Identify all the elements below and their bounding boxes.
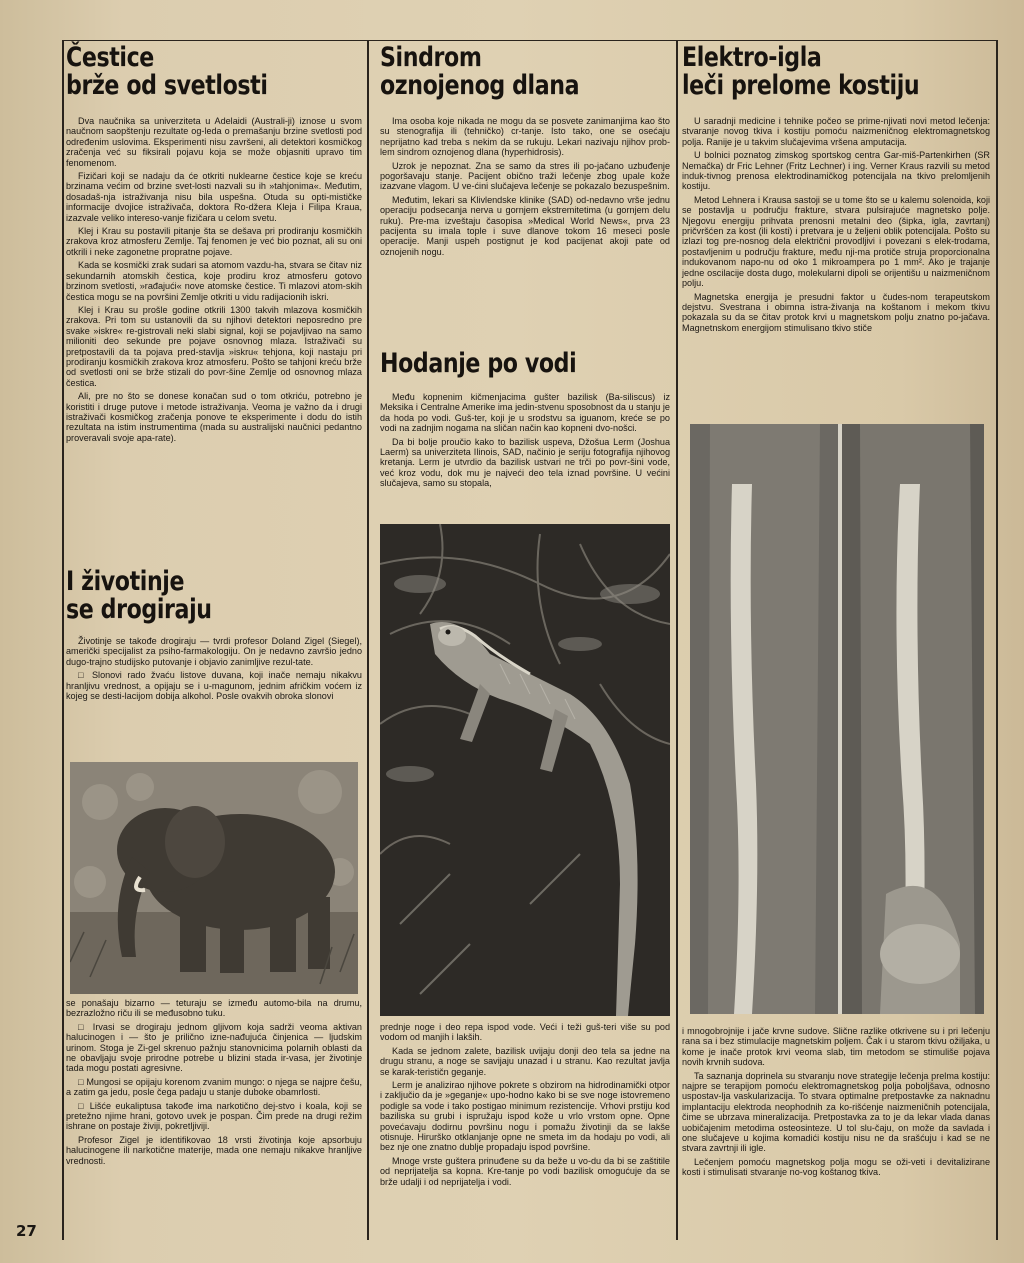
bullet-paragraph: □ Lišće eukaliptusa takođe ima narkotično dej-stvo i koala, koji se pretežno njime hrani, gotovo uvek je pospan. Čim prede na drugi režim ishrane on postaje živiji, pokretljiviji. (66, 1101, 362, 1132)
paragraph: U bolnici poznatog zimskog sportskog centra Gar-miš-Partenkirhen (SR Nemačka) dr Fric Lehner (Fritz Lechner) i ing. Verner Kraus razvili su metod induk-tivnog prenosa elektrodinamičkog potencijala na tkivo prelomljenih kostiju. (682, 150, 990, 192)
article-title: se drogiraju (66, 594, 212, 625)
paragraph: Ima osoba koje nikada ne mogu da se posvete zanimanjima kao što su stenografija ili (tehničko) cr-tanje. Isto tako, one se osećaju neprijatno kad treba s nekim da se rukuju. Lekari nazivaju njihov prob-lem sindrom oznojenog dlana (hyperhidrosis). (380, 116, 670, 158)
article-title: Čestice (66, 42, 154, 73)
top-rule (62, 40, 998, 41)
paragraph: Klej i Krau su postavili pitanje šta se dešava pri prodiranju kosmičkih zrakova kroz atmosferu Zemlje. Taj fenomen je već bio poznat, ali su oni otkrili i neke zagonetne propratne pojave. (66, 226, 362, 257)
bullet-paragraph: □ Mungosi se opijaju korenom zvanim mungo: o njega se najpre češu, a zatim ga jedu, posle čega padaju u stanje duboke obamrlosti. (66, 1077, 362, 1098)
paragraph: U saradnji medicine i tehnike počeo se prime-njivati novi metod lečenja: stvaranje novog tkiva i kostiju pomoću naizmeničnog elektromagnetskog polja. Ranije je u takvim slučajevima vršena amputacija. (682, 116, 990, 147)
paragraph: prednje noge i deo repa ispod vode. Veći i teži guš-teri više su pod vodom od manjih i lakših. (380, 1022, 670, 1043)
paragraph: Dva naučnika sa univerziteta u Adelaidi (Australi-ji) iznose u svom naučnom saopštenju rezultate og-leda o premašanju brzine svetlosti pod određenim uslovima. Eksperimenti nisu završeni, ali detektori kosmičkog zračenja već su fiksirali pojavu koja se može objasniti upravo tim fenomenom. (66, 116, 362, 168)
article-animals (66, 568, 362, 704)
paragraph: Fizičari koji se nadaju da će otkriti nuklearne čestice koje se kreću brzinama većim od brzine svet-losti nazvali su ih »tahjonima«. Međutim, dosadaš-nja istraživanja nisu bila uspešna. Otuda su opti-mističke informacije dvojice istraživača, doktora Ro-džera Kleja i Filipa Kraua, izazvale veliko intereso-vanje fizičara u celom svetu. (66, 171, 362, 223)
article-title: oznojenog dlana (380, 70, 580, 101)
article-electro-continued (682, 1026, 990, 1181)
paragraph: Lerm je analizirao njihove pokrete s obzirom na hidrodinamički otpor i zaključio da je »geganje« upo-hodno kako bi se sve noge istovremeno podigle sa vode i tako postigao minimum rezistencije. Vrhovi prstiju kod baziliska su grubi i ispružaju ispod kože u vrlo vrstom opne. Opne povećavaju dodirnu površinu nogu i pomažu životinji da se lakše otisnuje. Hirurško otklanjanje opne ne smeta im da hodaju po vodi, ali bez nje one znatno dublje propadaju ispod površine. (380, 1080, 670, 1153)
paragraph: Kada se kosmički zrak sudari sa atomom vazdu-ha, stvara se čitav niz sekundarnih atomskih čestica, koje prodiru kroz atmosferu gotovo brzinom svetlosti, »rađajući« nove atomske čestice. Ti mlazovi atom-skih čestica mogu se na površini Zemlje otkriti u vidu radijacionih iskri. (66, 260, 362, 302)
right-column-rule (996, 40, 998, 1240)
article-walking (380, 350, 670, 492)
bullet-paragraph: □ Slonovi rado žvaću listove duvana, koji inače nemaju nikakvu hranljivu vrednost, a opijaju se i u-magunom, jednim afričkim voćem iz kojeg se desti-lacijom dobija alkohol. Posle ovakvih obroka slonovi (66, 670, 362, 701)
left-column-rule (62, 40, 64, 1240)
paragraph: Međutim, lekari sa Klivlendske klinike (SAD) od-nedavno vrše jednu operaciju podsecanja nerva u gornjem ekstremitetima (u gornjem delu ruku). Pre-ma izveštaju časopisa »Medical World News«, prva 23 pacijenta su imala tople i suve dlanove tokom 16 meseci posle operacije. Manji uspeh postignut je kod pacijenat akoji pate od oznojenih nogu. (380, 194, 670, 257)
paragraph: Ta saznanja doprinela su stvaranju nove strategije lečenja prelma kostiju: najpre se terapijom pomoću elektromagnetskog polja poboljšava, odnosno uspostav-lja vaskularizacija. To stvara optimalne pretpostavke za naknadnu implantaciju elektroda neophodnih za ko-rišćenje naizmeničnih potencijala, čime se ubrzava mineralizacija. Pretpostavka za to je da lekar vlada danas uobičajenim metodima osteosinteze. U tol slu-čaju, on može da savlada i one slučajeve u kojima komadići kostiju nisu ne da srašćuju i kad se ne stvara zavrtnji ili igle. (682, 1070, 990, 1154)
paragraph: Magnetska energija je presudni faktor u čudes-nom terapeutskom dejstvu. Svestrana i obimna istra-živanja na koštanom i mekom tkivu pokazala su da se čitav protok krvi u magnetskom polju znatno po-jačava. Magnetnskom energijom stimulisano tkivo stiče (682, 291, 990, 333)
paragraph: Da bi bolje proučio kako to bazilisk uspeva, Džošua Lerm (Joshua Laerm) sa univerziteta Ilinois, SAD, načinio je seriju fotografija njihovog kretanja. Lerm je utvrdio da bazilisk ustvari ne trči po povr-šini vode, već kroz vodu, dok mu je najveći deo tela iznad površine. U većini slučajeva, samo su stopala, (380, 436, 670, 489)
column-rule-1 (367, 40, 369, 1240)
paragraph: Metod Lehnera i Krausa sastoji se u tome što se u kalemu solenoida, koji se postavlja u području frakture, stvara pulsirajuće magnetsko polje. Njegovu energiju prihvata prenosni metalni deo (šipka, igla, zavrtanj) pričvršćen za kost (ili kosti) i pretvara je u željeni oblik potencijala. Pošto su izlazi tog pre-nosnog dela električni provodljivi i povezani s elek-trodama, postavljenim u području frakture, među nji-ma protiče struja proporcionalna indukovanom napo-nu od oko 1 mikroampera po 1 mm². Ako je trajanje jedne oscilacije dosta dugo, molekularni dipoli se orijentišu u naizmeničnom polju. (682, 194, 990, 289)
paragraph: i mnogobrojnije i jače krvne sudove. Slične razlike otkrivene su i pri lečenju rana sa i bez stimulacije magnetskim poljem. Čak i u starom tkivu ožiljaka, u kome je inače protok krvi veoma slab, tim metodom se stimuliše pojava novih krvnih sudova. (682, 1026, 990, 1068)
basilisk-illustration (380, 524, 670, 1016)
article-syndrome (380, 44, 670, 260)
bullet-paragraph: □ Irvasi se drogiraju jednom gljivom koja sadrži veoma aktivan halucinogen i — što je prilično izne-nađujuća činjenica — ljudskim urinom. Stoga je Zi-gel skrenuo pažnju stanovnicima polarnih oblasti da ne obavljaju svoje prirodne potrebe u blizini stada ir-vasa, jer životinje tada mogu postati agresivne. (66, 1022, 362, 1074)
column-rule-2 (676, 40, 678, 1240)
page-number: 27 (16, 1222, 37, 1240)
article-animals-continued (66, 998, 362, 1169)
article-title: leči prelome kostiju (682, 70, 920, 101)
xray-photo (690, 424, 984, 1014)
article-title: I životinje (66, 566, 185, 597)
paragraph: se ponašaju bizarno — teturaju se između automo-bila na drumu, bezrazložno riču ili se međusobno tuku. (66, 998, 362, 1019)
article-title: Elektro-igla (682, 42, 822, 73)
article-title: Hodanje po vodi (380, 348, 577, 379)
paragraph: Uzrok je nepoznat. Zna se samo da stres ili po-jačano uzbuđenje pogoršavaju stanje. Pacijent obično traži lečenje zbog upale kože izazvane vlagom. U ve-ćini slučajeva lečenje se pokazalo bezuspešnim. (380, 160, 670, 192)
paragraph: Klej i Krau su prošle godine otkrili 1300 takvih mlazova kosmičkih zrakova. Pri tom su ustanovili da su njihovi detektori neposredno pre svake »iskre« re-gistrovali neki slabi signal, koji se pojavljivao na samo milioniti deo sekunde pre pojave osnovnog mlaza. Istraživači su pretpostavili da ta pojava pred-stavlja »iskru« tehjona, koji nastaju pri prodiranju kosmičkih zrakova kroz atmosferu. Pošto se tahjoni kreću brže od svetlosti oni se brže stizali do povr-šine Zemlje od osnovnog mlaza čestica. (66, 304, 362, 388)
paragraph: Profesor Zigel je identifikovao 18 vrsti životinja koje apsorbuju halucinogene ili narkotične materije, mada one nemaju nikakve hranljive vrednosti. (66, 1134, 362, 1166)
paragraph: Ali, pre no što se donese konačan sud o tom otkriću, potrebno je koristiti i druge putove i metode istraživanja. Veoma je važno da i drugi istraživači kosmičkog zračenja ponove te eksperimente i dodu do istih rezultata na istim instrumentima (mada su australijski naučnici pedantno proveravali svoje apa-rate). (66, 391, 362, 443)
basilisk-photo (380, 524, 670, 1016)
xray-illustration (690, 424, 984, 1014)
article-body (66, 116, 362, 443)
article-title: brže od svetlosti (66, 70, 268, 101)
article-electro (682, 44, 990, 336)
paragraph: Kada se jednom zalete, bazilisk uvijaju donji deo tela sa jedne na drugu stranu, a noge se savijaju unazad i u stranu. Kao rezultat javlja se karak-terističn geganje. (380, 1045, 670, 1077)
paragraph: Među kopnenim kičmenjacima gušter bazilisk (Ba-siliscus) iz Meksika i Centralne Amerike ima jedin-stvenu sposobnost da u stanju je da hoda po vodi. Guš-ter, koji je u srodstvu sa iguanom, kreće se po vodi na zadnjim nogama na sličan način kao kopneni dvo-nošci. (380, 392, 670, 434)
elephant-photo (70, 762, 358, 994)
paragraph: Životinje se takođe drogiraju — tvrdi profesor Doland Zigel (Siegel), američki specijalist za psiho-farmakologiju. On je nedavno završio jedno dugo-trajno studijsko putovanje i objavio zanimljive rezul-tate. (66, 636, 362, 667)
article-particles (66, 44, 362, 446)
elephant-illustration (70, 762, 358, 994)
paragraph: Mnoge vrste guštera prinuđene su da beže u vo-du da bi se zaštitile od neprijatelja sa kopna. Kre-tanje po vodi bazilisk omogućuje da se brže udalji i od neprijatelja i vodi. (380, 1155, 670, 1187)
paragraph: Lečenjem pomoću magnetskog polja mogu se oži-veti i devitalizirane kosti i stimulisati stvaranje no-vog koštanog tkiva. (682, 1156, 990, 1178)
article-title: Sindrom (380, 42, 482, 73)
article-walking-continued (380, 1022, 670, 1190)
